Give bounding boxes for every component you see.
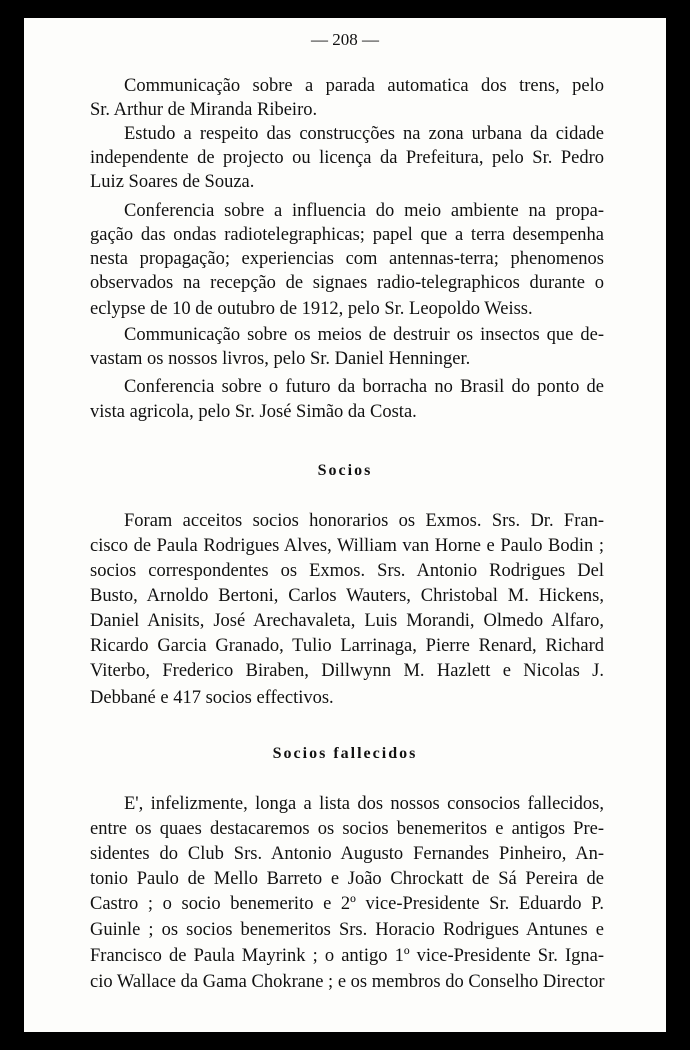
text-line: socios correspondentes os Exmos. Srs. Antonio Rodrigues Del bbox=[90, 561, 604, 581]
text-line: tonio Paulo de Mello Barreto e João Chrockatt de Sá Pereira de bbox=[90, 869, 604, 889]
text-line: Conferencia sobre o futuro da borracha no Brasil do ponto de bbox=[124, 377, 604, 397]
text-line: Luiz Soares de Souza. bbox=[90, 172, 255, 192]
text-line: vastam os nossos livros, pelo Sr. Daniel Henninger. bbox=[90, 349, 471, 369]
section-heading-socios: Socios bbox=[317, 462, 373, 479]
text-line: entre os quaes destacaremos os socios benemeritos e antigos Pre- bbox=[90, 819, 604, 839]
section-heading-socios-fallecidos: Socios fallecidos bbox=[272, 745, 418, 762]
text-line: independente de projecto ou licença da Prefeitura, pelo Sr. Pedro bbox=[90, 148, 604, 168]
text-line: observados na recepção de signaes radio-telegraphicos durante o bbox=[90, 273, 604, 293]
text-line: Daniel Anisits, José Arechavaleta, Luis Morandi, Olmedo Alfaro, bbox=[90, 611, 604, 631]
text-line: Viterbo, Frederico Biraben, Dillwynn M. Hazlett e Nicolas J. bbox=[90, 661, 604, 681]
text-line: Castro ; o socio benemerito e 2º vice-Presidente Sr. Eduardo P. bbox=[90, 894, 604, 914]
text-line: Estudo a respeito das construcções na zona urbana da cidade bbox=[124, 124, 604, 144]
text-line: Communicação sobre os meios de destruir os insectos que de- bbox=[124, 325, 604, 345]
book-page bbox=[24, 18, 666, 1032]
text-line: Communicação sobre a parada automatica dos trens, pelo bbox=[124, 76, 604, 96]
text-line: Sr. Arthur de Miranda Ribeiro. bbox=[90, 100, 318, 120]
text-line: sidentes do Club Srs. Antonio Augusto Fernandes Pinheiro, An- bbox=[90, 844, 604, 864]
text-line: Francisco de Paula Mayrink ; o antigo 1º vice-Presidente Sr. Igna- bbox=[90, 946, 604, 966]
text-line: Debbané e 417 socios effectivos. bbox=[90, 688, 334, 708]
text-line: nesta propagação; experiencias com antennas-terra; phenomenos bbox=[90, 249, 604, 269]
text-line: Conferencia sobre a influencia do meio ambiente na propa- bbox=[124, 201, 604, 221]
text-line: Ricardo Garcia Granado, Tulio Larrinaga, Pierre Renard, Richard bbox=[90, 636, 604, 656]
text-line: Foram acceitos socios honorarios os Exmos. Srs. Dr. Fran- bbox=[124, 511, 604, 531]
text-line: eclypse de 10 de outubro de 1912, pelo Sr. Leopoldo Weiss. bbox=[90, 299, 533, 319]
text-line: Guinle ; os socios benemeritos Srs. Horacio Rodrigues Antunes e bbox=[90, 920, 604, 940]
text-line: gação das ondas radiotelegraphicas; papel que a terra desempenha bbox=[90, 225, 604, 245]
page-number: — 208 — bbox=[311, 30, 379, 49]
text-line: E', infelizmente, longa a lista dos nossos consocios fallecidos, bbox=[124, 794, 604, 814]
text-line: cio Wallace da Gama Chokrane ; e os membros do Conselho Director bbox=[90, 972, 605, 992]
text-line: Busto, Arnoldo Bertoni, Carlos Wauters, Christobal M. Hickens, bbox=[90, 586, 604, 606]
text-line: vista agricola, pelo Sr. José Simão da Costa. bbox=[90, 402, 417, 422]
text-line: cisco de Paula Rodrigues Alves, William van Horne e Paulo Bodin ; bbox=[90, 536, 604, 556]
